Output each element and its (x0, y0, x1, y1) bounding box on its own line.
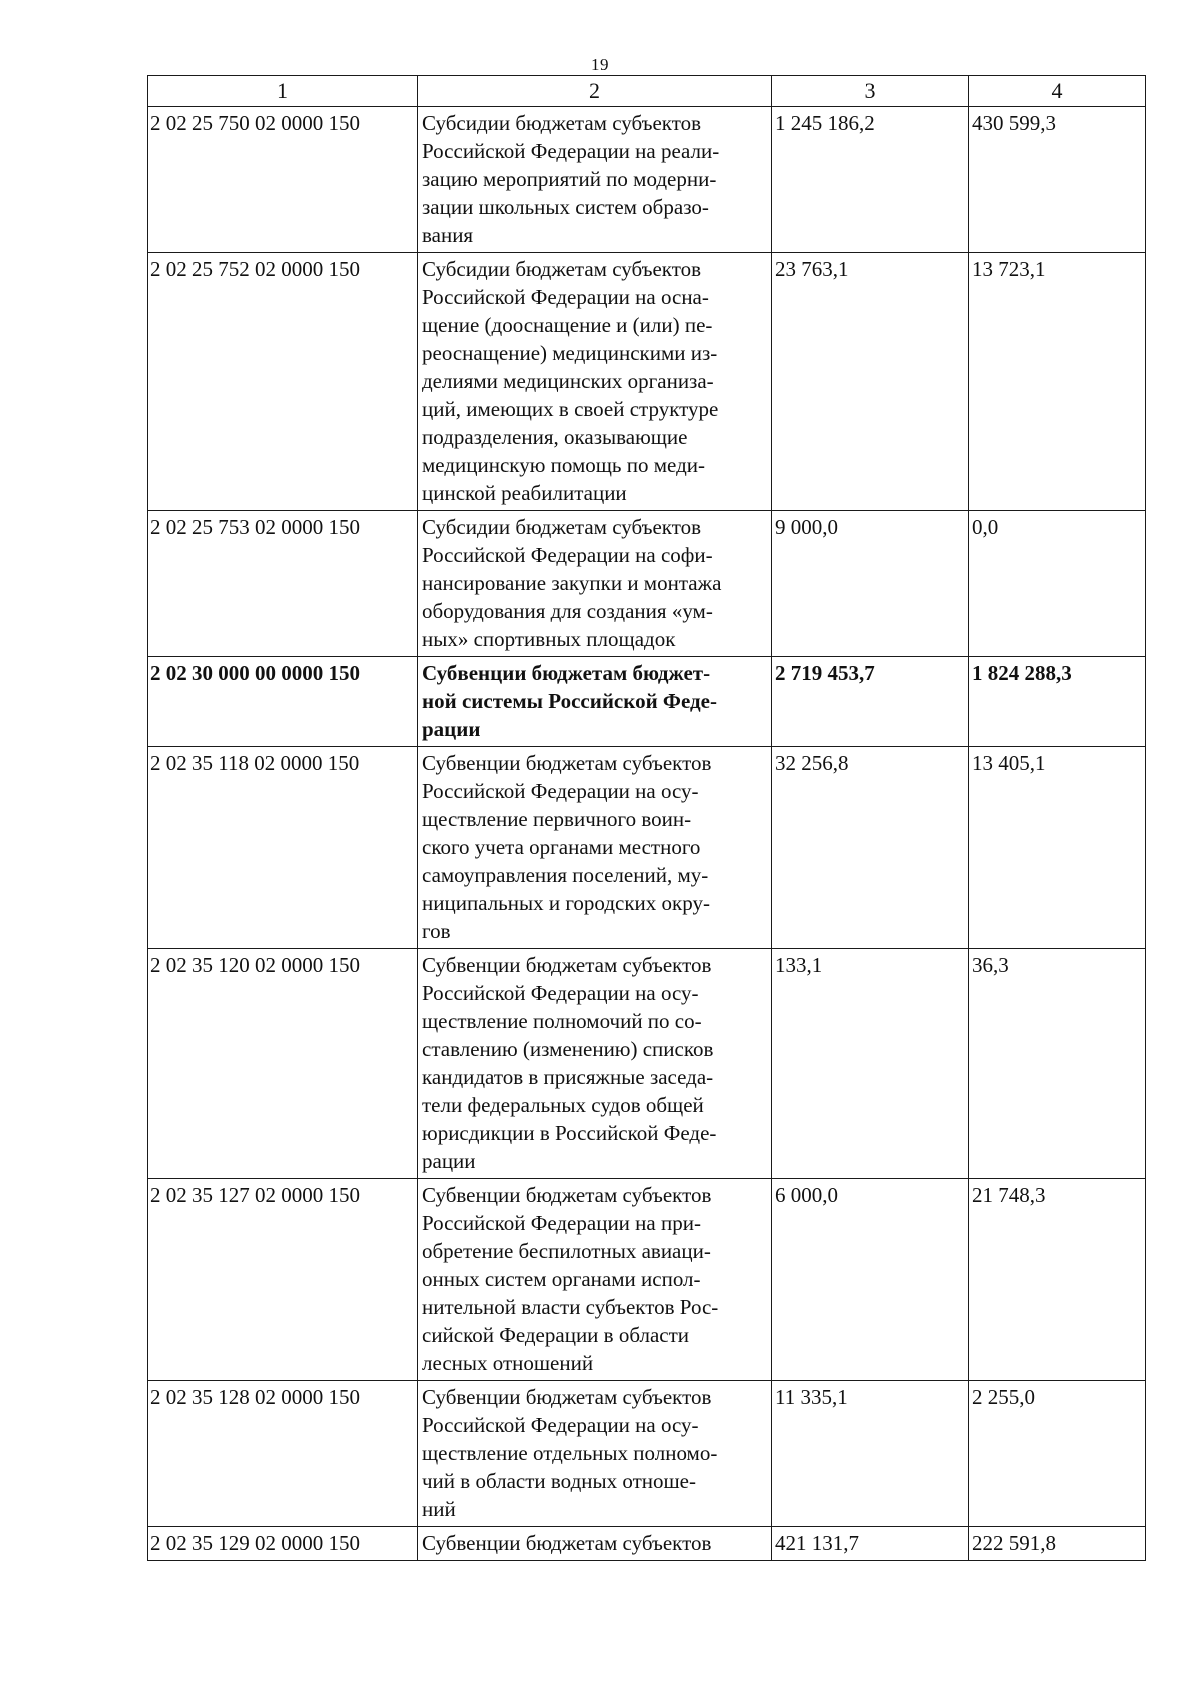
description-line: юрисдикции в Российской Феде- (422, 1121, 717, 1145)
description-line: Субвенции бюджетам субъектов (422, 953, 712, 977)
amount-col3-cell: 421 131,7 (772, 1527, 969, 1561)
description-line: рации (422, 717, 481, 741)
description-line: Субвенции бюджетам субъектов (422, 1385, 712, 1409)
description-line: нансирование закупки и монтажа (422, 571, 722, 595)
amount-col4-cell: 1 824 288,3 (969, 657, 1146, 747)
description-line: рации (422, 1149, 476, 1173)
description-line: Субвенции бюджетам субъектов (422, 1183, 712, 1207)
description-line: ниципальных и городских окру- (422, 891, 710, 915)
description-cell (418, 1179, 772, 1381)
description-line: самоуправления поселений, му- (422, 863, 709, 887)
description-line: ставлению (изменению) списков (422, 1037, 714, 1061)
amount-col3-cell: 9 000,0 (772, 511, 969, 657)
description-line: щение (дооснащение и (или) пе- (422, 313, 713, 337)
budget-code-cell: 2 02 35 129 02 0000 150 (148, 1527, 418, 1561)
table-row (148, 657, 1146, 747)
description-cell (418, 657, 772, 747)
description-line: Субсидии бюджетам субъектов (422, 257, 702, 281)
description-line: Российской Федерации на осна- (422, 285, 709, 309)
table-row (148, 949, 1146, 1179)
table-header-row (148, 76, 1146, 107)
description-line: ний (422, 1497, 456, 1521)
description-line: Российской Федерации на софи- (422, 543, 713, 567)
description-line: Субсидии бюджетам субъектов (422, 111, 702, 135)
description-line: лесных отношений (422, 1351, 594, 1375)
table-row (148, 1179, 1146, 1381)
table-row (148, 1381, 1146, 1527)
description-line: Российской Федерации на осу- (422, 981, 699, 1005)
description-line: чий в области водных отноше- (422, 1469, 696, 1493)
amount-col4-cell: 36,3 (969, 949, 1146, 1179)
header-cell-4: 4 (969, 76, 1146, 107)
description-line: Субвенции бюджетам бюджет- (422, 661, 711, 685)
budget-code-cell: 2 02 35 120 02 0000 150 (148, 949, 418, 1179)
description-line: ных» спортивных площадок (422, 627, 676, 651)
description-line: ществление полномочий по со- (422, 1009, 702, 1033)
amount-col4-cell: 13 405,1 (969, 747, 1146, 949)
amount-col3-cell: 23 763,1 (772, 253, 969, 511)
description-line: Субвенции бюджетам субъектов (422, 1531, 712, 1555)
description-line: обретение беспилотных авиаци- (422, 1239, 711, 1263)
amount-col4-cell: 430 599,3 (969, 107, 1146, 253)
description-line: делиями медицинских организа- (422, 369, 714, 393)
budget-code-cell: 2 02 35 127 02 0000 150 (148, 1179, 418, 1381)
amount-col4-cell: 21 748,3 (969, 1179, 1146, 1381)
description-line: Субсидии бюджетам субъектов (422, 515, 702, 539)
description-line: тели федеральных судов общей (422, 1093, 704, 1117)
description-cell (418, 747, 772, 949)
table-row (148, 747, 1146, 949)
description-line: ществление отдельных полномо- (422, 1441, 718, 1465)
description-line: кандидатов в присяжные заседа- (422, 1065, 714, 1089)
header-cell-1: 1 (148, 76, 418, 107)
description-line: гов (422, 919, 451, 943)
amount-col3-cell: 11 335,1 (772, 1381, 969, 1527)
amount-col4-cell: 0,0 (969, 511, 1146, 657)
budget-table (147, 75, 1146, 1561)
description-line: медицинскую помощь по меди- (422, 453, 705, 477)
header-cell-3: 3 (772, 76, 969, 107)
budget-code-cell: 2 02 25 753 02 0000 150 (148, 511, 418, 657)
description-cell (418, 1381, 772, 1527)
description-line: зации школьных систем образо- (422, 195, 709, 219)
description-line: Российской Федерации на реали- (422, 139, 720, 163)
budget-code-cell: 2 02 25 750 02 0000 150 (148, 107, 418, 253)
amount-col3-cell: 2 719 453,7 (772, 657, 969, 747)
header-cell-2: 2 (418, 76, 772, 107)
description-line: ций, имеющих в своей структуре (422, 397, 719, 421)
amount-col3-cell: 133,1 (772, 949, 969, 1179)
description-cell (418, 1527, 772, 1561)
description-line: Субвенции бюджетам субъектов (422, 751, 712, 775)
description-line: зацию мероприятий по модерни- (422, 167, 717, 191)
description-line: Российской Федерации на осу- (422, 1413, 699, 1437)
description-line: реоснащение) медицинскими из- (422, 341, 718, 365)
table-row (148, 107, 1146, 253)
description-cell (418, 107, 772, 253)
budget-code-cell: 2 02 35 118 02 0000 150 (148, 747, 418, 949)
budget-code-cell: 2 02 25 752 02 0000 150 (148, 253, 418, 511)
description-line: Российской Федерации на осу- (422, 779, 699, 803)
description-line: ского учета органами местного (422, 835, 701, 859)
description-line: подразделения, оказывающие (422, 425, 688, 449)
table-row (148, 511, 1146, 657)
page-number: 19 (591, 55, 609, 74)
description-line: оборудования для создания «ум- (422, 599, 713, 623)
description-cell (418, 253, 772, 511)
budget-code-cell: 2 02 30 000 00 0000 150 (148, 657, 418, 747)
amount-col4-cell: 2 255,0 (969, 1381, 1146, 1527)
amount-col3-cell: 32 256,8 (772, 747, 969, 949)
description-line: Российской Федерации на при- (422, 1211, 701, 1235)
table-row (148, 253, 1146, 511)
amount-col3-cell: 6 000,0 (772, 1179, 969, 1381)
amount-col4-cell: 13 723,1 (969, 253, 1146, 511)
table-row (148, 1527, 1146, 1561)
description-line: вания (422, 223, 474, 247)
description-line: ной системы Российской Феде- (422, 689, 717, 713)
description-line: цинской реабилитации (422, 481, 627, 505)
budget-code-cell: 2 02 35 128 02 0000 150 (148, 1381, 418, 1527)
description-line: онных систем органами испол- (422, 1267, 701, 1291)
amount-col4-cell: 222 591,8 (969, 1527, 1146, 1561)
description-line: нительной власти субъектов Рос- (422, 1295, 719, 1319)
amount-col3-cell: 1 245 186,2 (772, 107, 969, 253)
description-line: сийской Федерации в области (422, 1323, 690, 1347)
description-cell (418, 949, 772, 1179)
description-line: ществление первичного воин- (422, 807, 692, 831)
description-cell (418, 511, 772, 657)
